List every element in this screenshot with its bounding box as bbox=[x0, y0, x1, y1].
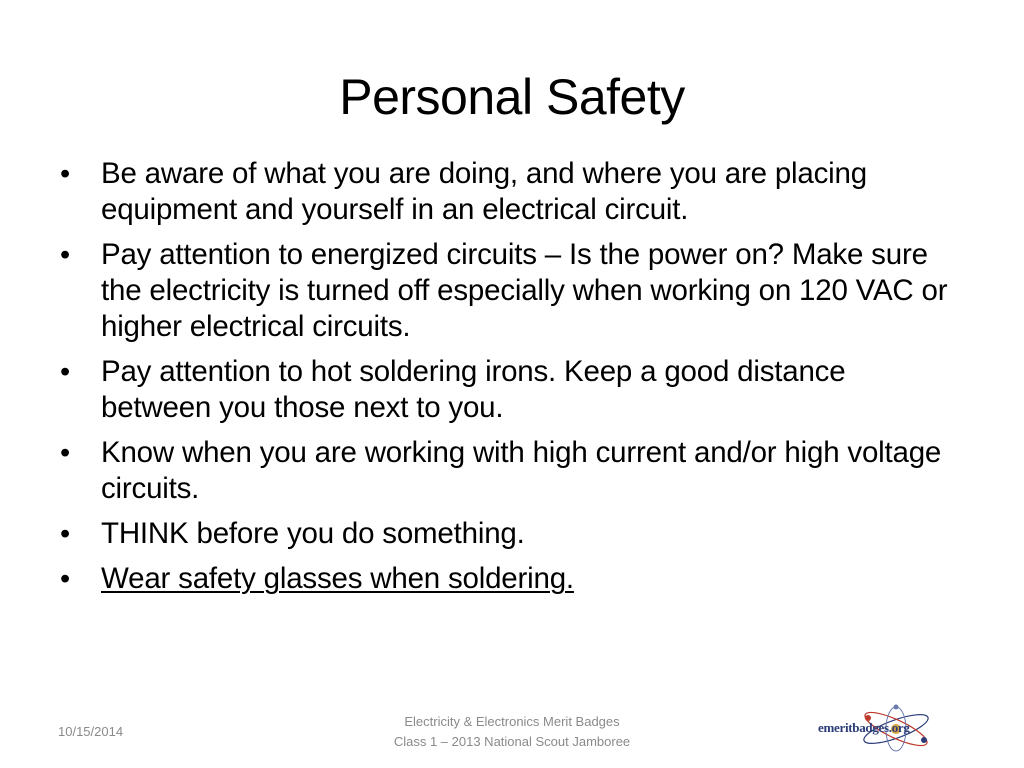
bullet-marker: • bbox=[60, 518, 70, 550]
bullet-text-underlined: Wear safety glasses when soldering. bbox=[101, 562, 574, 595]
bullet-list bbox=[58, 156, 958, 606]
bullet-text: Know when you are working with high current and/or high voltage circuits. bbox=[101, 436, 942, 505]
bullet-text: Pay attention to hot soldering irons. Keep a good distance between you those next to you. bbox=[101, 355, 846, 424]
bullet-marker: • bbox=[60, 158, 70, 190]
bullet-item bbox=[58, 516, 958, 552]
bullet-item bbox=[58, 435, 958, 507]
footer-caption bbox=[312, 712, 712, 752]
bullet-marker: • bbox=[60, 356, 70, 388]
logo-wordmark: emeritbadges.org bbox=[818, 720, 910, 735]
bullet-text: Pay attention to energized circuits – Is the power on? Make sure the electricity is turned off especially when working on 120 VAC or higher electrical circuits. bbox=[101, 238, 948, 343]
emeritbadges-logo bbox=[818, 704, 934, 754]
slide-title: Personal Safety bbox=[339, 69, 685, 125]
bullet-item bbox=[58, 354, 958, 426]
footer-caption-line2: Class 1 – 2013 National Scout Jamboree bbox=[393, 734, 631, 749]
bullet-marker: • bbox=[60, 437, 70, 469]
bullet-item bbox=[58, 561, 958, 597]
bullet-item bbox=[58, 156, 958, 228]
bullet-marker: • bbox=[60, 239, 70, 271]
bullet-marker: • bbox=[60, 563, 70, 595]
footer-caption-line1: Electricity & Electronics Merit Badges bbox=[404, 714, 620, 729]
footer-date: 10/15/2014 bbox=[58, 724, 124, 739]
bullet-item bbox=[58, 237, 958, 345]
bullet-text: THINK before you do something. bbox=[101, 517, 525, 550]
bullet-text: Be aware of what you are doing, and where you are placing equipment and yourself in an electrical circuit. bbox=[101, 157, 867, 226]
